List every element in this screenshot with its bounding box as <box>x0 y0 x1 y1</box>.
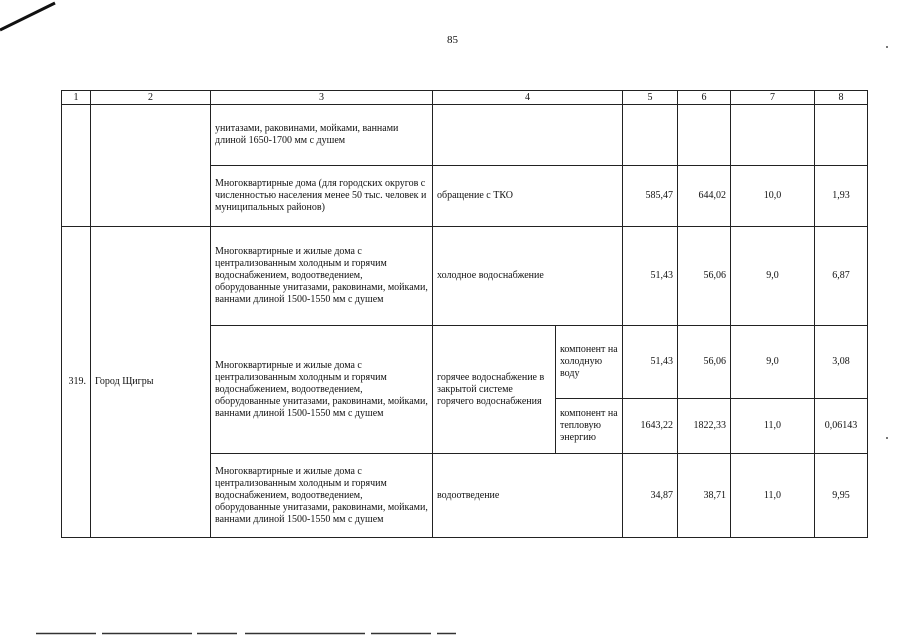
value-cell: 56,06 <box>678 326 731 399</box>
scan-speck <box>886 46 888 48</box>
value-cell: 1,93 <box>815 166 868 227</box>
description-cell: унитазами, раковинами, мойками, ваннами длиной 1650-1700 мм с душем <box>211 105 433 166</box>
component-cell: компонент на холодную воду <box>556 326 623 399</box>
value-cell: 9,95 <box>815 454 868 538</box>
scan-speck <box>886 437 888 439</box>
header-row <box>62 91 868 105</box>
description-cell: Многоквартирные и жилые дома с централизованным холодным и горячим водоснабжением, водоотведением, оборудованные унитазами, раковинами, мойками, ваннами длиной 1500-1550 мм с душем <box>211 326 433 454</box>
value-cell: 38,71 <box>678 454 731 538</box>
service-cell: холодное водоснабжение <box>433 227 623 326</box>
value-cell: 585,47 <box>623 166 678 227</box>
table-row <box>62 105 868 166</box>
component-cell: компонент на тепловую энергию <box>556 399 623 454</box>
value-cell: 56,06 <box>678 227 731 326</box>
service-cell <box>433 105 623 166</box>
header-cell: 1 <box>62 91 91 105</box>
index-cell: 319. <box>62 227 91 538</box>
value-cell: 3,08 <box>815 326 868 399</box>
service-cell: обращение с ТКО <box>433 166 623 227</box>
value-cell: 6,87 <box>815 227 868 326</box>
description-cell: Многоквартирные дома (для городских округов с численностью населения менее 50 тыс. человек и муниципальных районов) <box>211 166 433 227</box>
value-cell: 1643,22 <box>623 399 678 454</box>
value-cell <box>731 105 815 166</box>
value-cell: 11,0 <box>731 399 815 454</box>
table-row <box>62 227 868 326</box>
header-cell: 8 <box>815 91 868 105</box>
header-cell: 3 <box>211 91 433 105</box>
description-cell: Многоквартирные и жилые дома с централизованным холодным и горячим водоснабжением, водоотведением, оборудованные унитазами, раковинами, мойками, ваннами длиной 1500-1550 мм с душем <box>211 227 433 326</box>
header-cell: 5 <box>623 91 678 105</box>
value-cell: 10,0 <box>731 166 815 227</box>
value-cell <box>678 105 731 166</box>
value-cell <box>623 105 678 166</box>
value-cell: 0,06143 <box>815 399 868 454</box>
description-cell: Многоквартирные и жилые дома с централизованным холодным и горячим водоснабжением, водоотведением, оборудованные унитазами, раковинами, мойками, ваннами длиной 1500-1550 мм с душем <box>211 454 433 538</box>
service-cell: горячее водоснабжение в закрытой системе горячего водоснабжения <box>433 326 556 454</box>
value-cell: 34,87 <box>623 454 678 538</box>
scan-bottom-edge <box>36 632 456 635</box>
value-cell: 9,0 <box>731 227 815 326</box>
value-cell: 9,0 <box>731 326 815 399</box>
header-cell: 2 <box>91 91 211 105</box>
value-cell <box>815 105 868 166</box>
value-cell: 644,02 <box>678 166 731 227</box>
header-cell: 4 <box>433 91 623 105</box>
page-number: 85 <box>447 34 458 46</box>
value-cell: 11,0 <box>731 454 815 538</box>
value-cell: 51,43 <box>623 326 678 399</box>
index-cell <box>62 105 91 227</box>
value-cell: 51,43 <box>623 227 678 326</box>
locality-cell: Город Щигры <box>91 227 211 538</box>
header-cell: 7 <box>731 91 815 105</box>
header-cell: 6 <box>678 91 731 105</box>
tariff-table <box>61 90 868 538</box>
service-cell: водоотведение <box>433 454 623 538</box>
locality-cell <box>91 105 211 227</box>
value-cell: 1822,33 <box>678 399 731 454</box>
